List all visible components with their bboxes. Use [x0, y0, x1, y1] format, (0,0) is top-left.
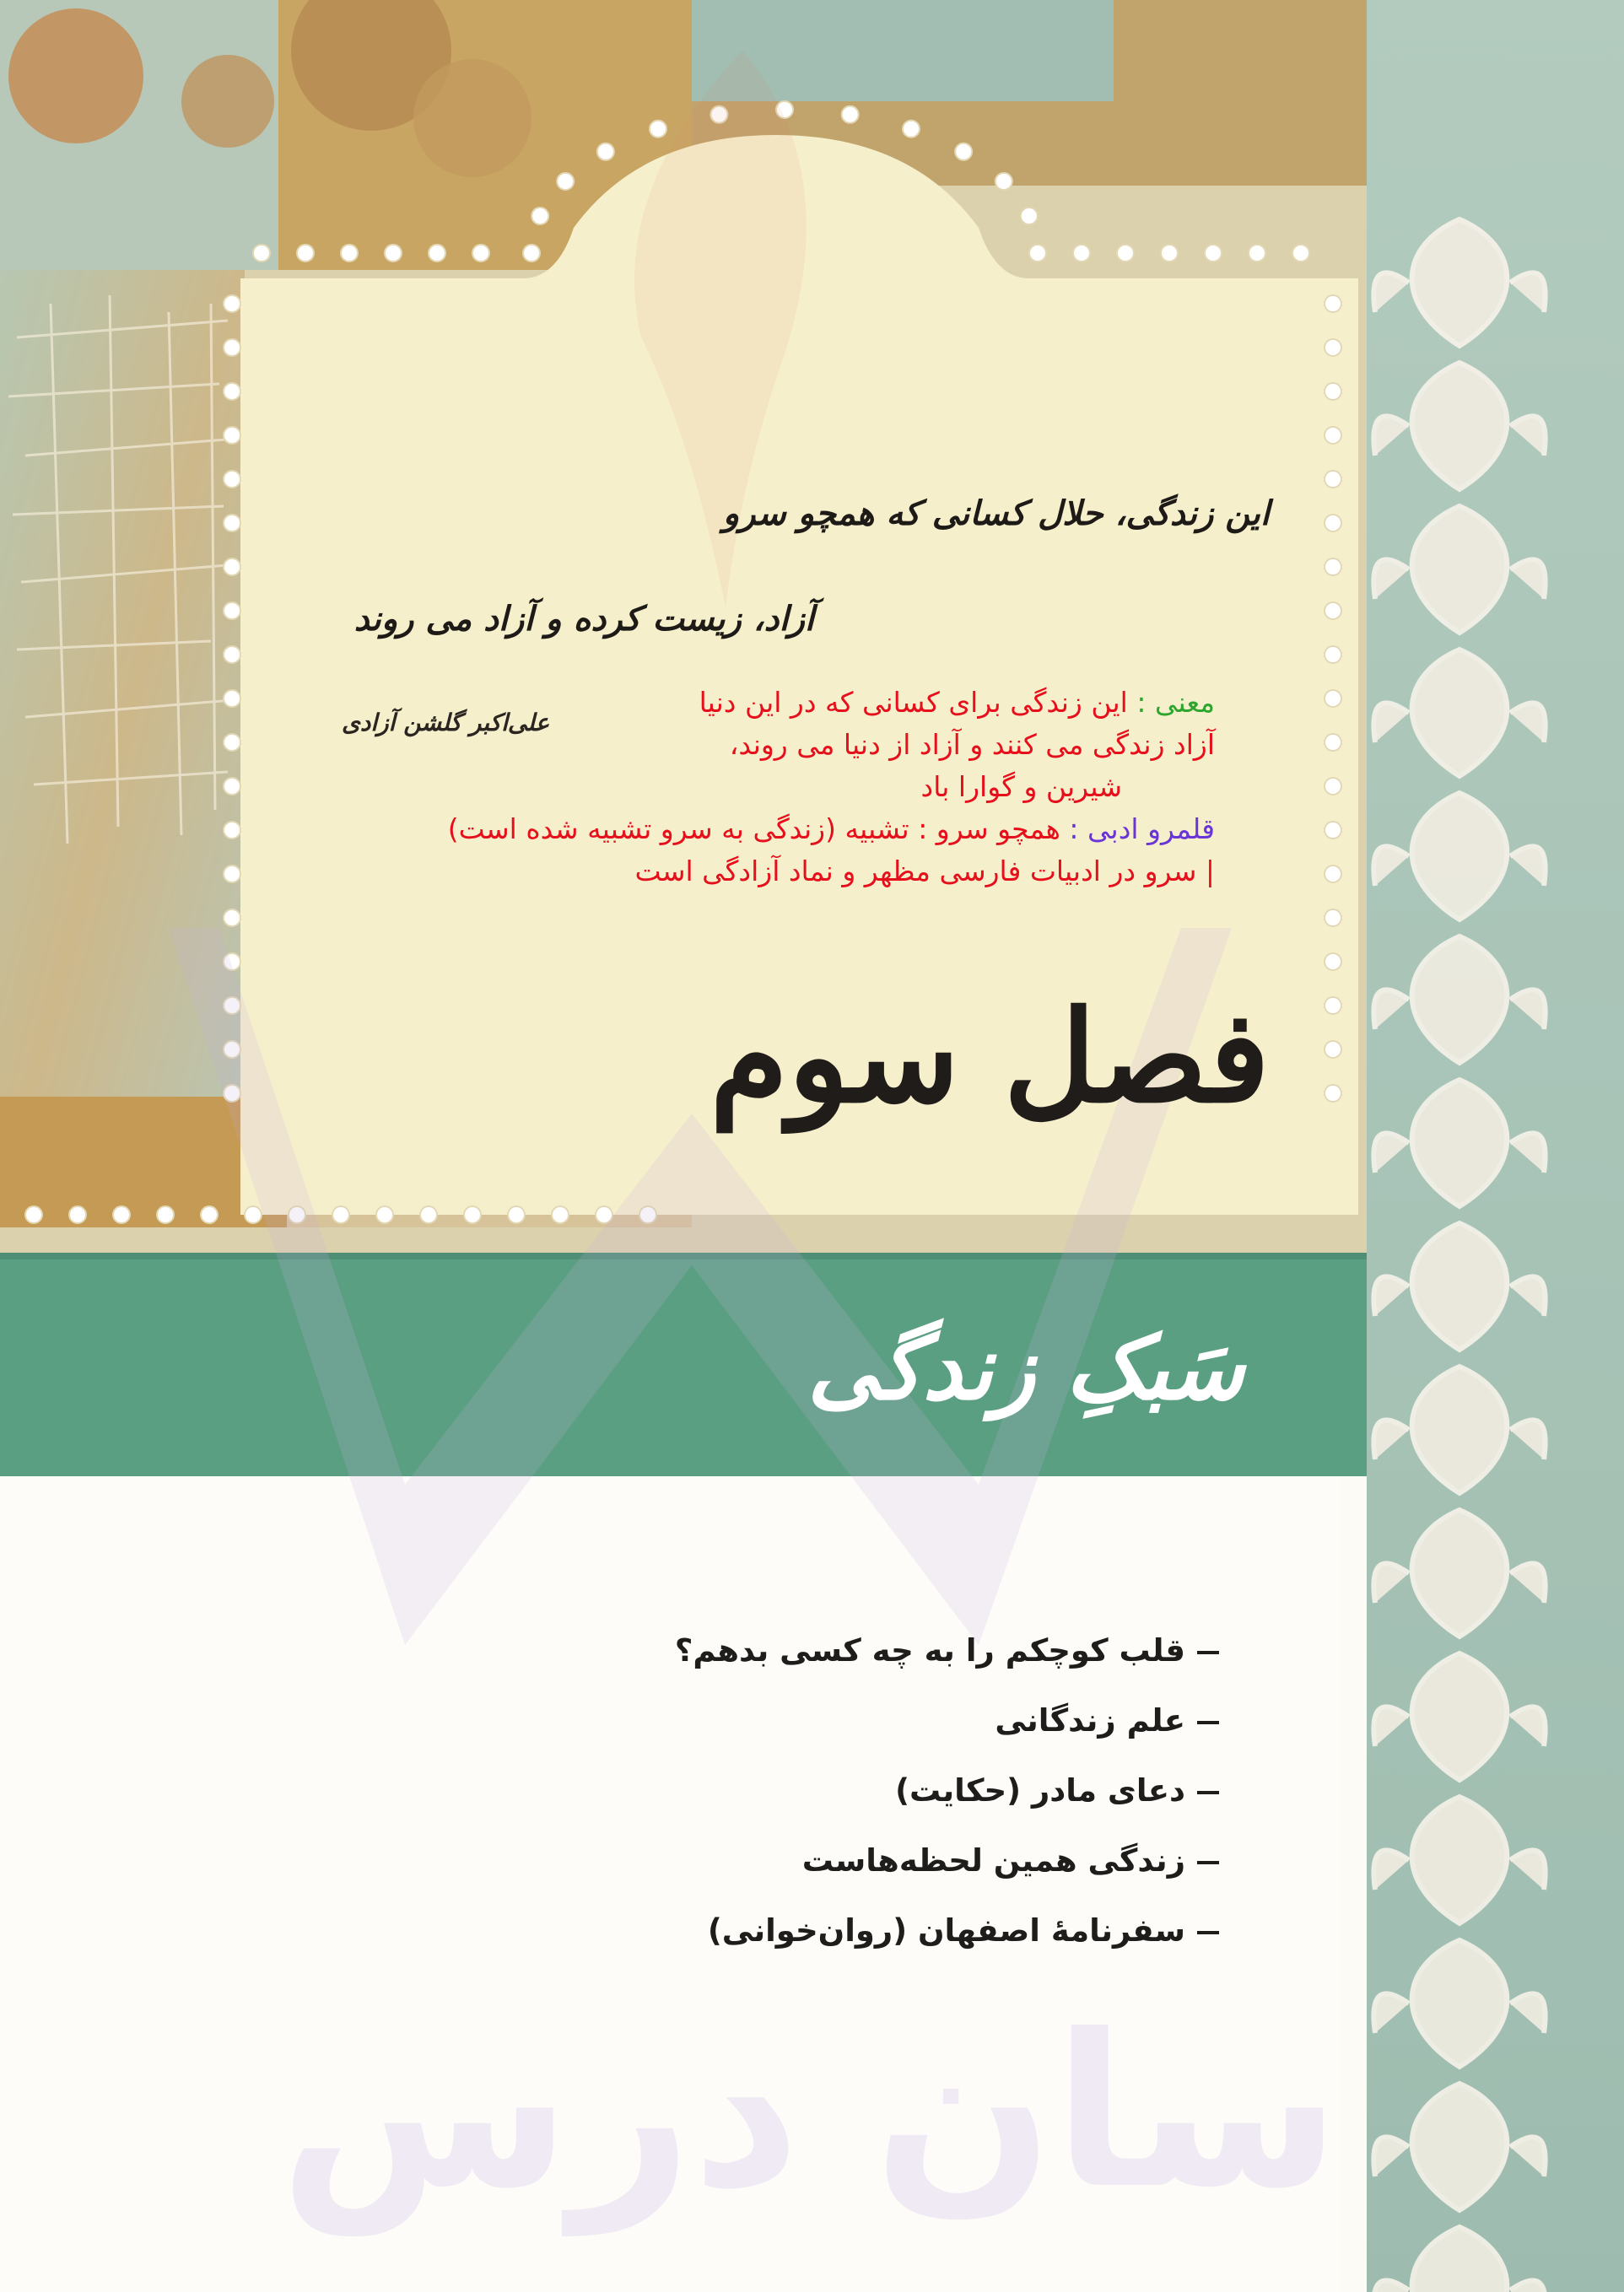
frame-dot [1325, 909, 1341, 926]
frame-dot [1325, 1041, 1341, 1058]
chapter-title: فصل سوم [709, 983, 1270, 1131]
frame-dot [69, 1206, 86, 1223]
frame-dot [224, 471, 240, 488]
frame-dot [332, 1206, 349, 1223]
frame-dot [1325, 295, 1341, 312]
meaning-line-3: شیرین و گوارا باد [920, 770, 1122, 803]
frame-dot [597, 143, 614, 160]
lesson-label: دعای مادر (حکایت) [895, 1772, 1185, 1809]
frame-dot [224, 909, 240, 926]
meaning-line-2: آزاد زندگی می کنند و آزاد از دنیا می روند، [729, 728, 1215, 761]
frame-dot [1325, 558, 1341, 575]
frame-dot [224, 339, 240, 356]
frame-dot [1325, 822, 1341, 839]
frame-dot [1325, 690, 1341, 707]
literary-line-2: | سرو در ادبیات فارسی مظهر و نماد آزادگی است [634, 855, 1215, 887]
frame-dot [1325, 734, 1341, 751]
chapter-subtitle: سَبکِ زندگی [807, 1316, 1244, 1420]
frame-dot [1029, 245, 1046, 262]
watermark-text: سان درس [279, 1989, 1341, 2235]
lesson-label: زندگی همین لحظه‌هاست [801, 1842, 1185, 1879]
frame-dot [224, 822, 240, 839]
frame-dot [1325, 602, 1341, 619]
frame-dot [224, 295, 240, 312]
verse-line-2: آزاد، زیست کرده و آزاد می روند [353, 599, 814, 639]
dash-icon [1197, 1791, 1219, 1794]
frame-dot [955, 143, 972, 160]
meaning-line-1: این زندگی برای کسانی که در این دنیا [699, 686, 1128, 719]
frame-dot [472, 245, 489, 262]
frame-dot [224, 734, 240, 751]
frame-dot [224, 383, 240, 400]
frame-dot [531, 208, 548, 224]
lesson-label: سفرنامهٔ اصفهان (روان‌خوانی) [707, 1912, 1185, 1949]
lesson-item-3[interactable] [544, 1772, 1219, 1842]
frame-dot [224, 646, 240, 663]
frame-dot [429, 245, 445, 262]
literary-label: قلمرو ادبی : [1069, 812, 1215, 845]
frame-dot [1292, 245, 1309, 262]
lesson-list [544, 1632, 1219, 1982]
frame-dot [464, 1206, 481, 1223]
frame-dot [1325, 427, 1341, 444]
frame-dot [253, 245, 270, 262]
dash-icon [1197, 1651, 1219, 1654]
lesson-item-5[interactable] [544, 1912, 1219, 1982]
frame-dot [842, 106, 859, 123]
frame-dot [508, 1206, 525, 1223]
frame-dot [1325, 778, 1341, 795]
frame-dot [1325, 953, 1341, 970]
frame-dot [420, 1206, 437, 1223]
frame-dot [113, 1206, 130, 1223]
lesson-item-4[interactable] [544, 1842, 1219, 1912]
frame-dot [224, 427, 240, 444]
literary-line-1: همچو سرو : تشبیه (زندگی به سرو تشبیه شده است) [447, 812, 1060, 845]
frame-dot [224, 602, 240, 619]
frame-dot [25, 1206, 42, 1223]
frame-dot [557, 173, 574, 190]
meaning-label: معنی : [1136, 686, 1215, 719]
frame-dot [552, 1206, 569, 1223]
frame-dot [376, 1206, 393, 1223]
dash-icon [1197, 1861, 1219, 1864]
frame-dot [1073, 245, 1090, 262]
frame-dot [297, 245, 314, 262]
frame-dot [1325, 997, 1341, 1014]
frame-dot [224, 866, 240, 882]
frame-dot [157, 1206, 174, 1223]
lesson-label: علم زندگانی [995, 1702, 1185, 1739]
frame-dot [523, 245, 540, 262]
frame-dot [224, 515, 240, 531]
frame-dot [224, 558, 240, 575]
frame-dot [1325, 515, 1341, 531]
meaning-block [447, 682, 1215, 893]
frame-dot [1021, 208, 1038, 224]
frame-dot [224, 778, 240, 795]
dash-icon [1197, 1721, 1219, 1724]
frame-dot [1325, 1085, 1341, 1102]
lesson-label: قلب کوچکم را به چه کسی بدهم؟ [674, 1632, 1185, 1669]
frame-dot [1325, 866, 1341, 882]
frame-dot [1117, 245, 1134, 262]
frame-dot [1325, 646, 1341, 663]
frame-dot [1205, 245, 1222, 262]
frame-dot [341, 245, 358, 262]
frame-dot [903, 121, 920, 138]
frame-dot [245, 1206, 262, 1223]
frame-dot [1325, 383, 1341, 400]
poet-name: علی‌اکبر گلشن آزادی [342, 709, 550, 736]
frame-dot [385, 245, 402, 262]
dash-icon [1197, 1931, 1219, 1934]
lesson-item-2[interactable] [544, 1702, 1219, 1772]
frame-dot [1325, 471, 1341, 488]
frame-dot [650, 121, 666, 138]
frame-dot [995, 173, 1012, 190]
frame-dot [201, 1206, 218, 1223]
frame-dot [1161, 245, 1178, 262]
lesson-item-1[interactable] [544, 1632, 1219, 1702]
frame-dot [1249, 245, 1265, 262]
frame-dot [224, 690, 240, 707]
verse-line-1: این زندگی، حلال کسانی که همچو سرو [722, 493, 1270, 533]
frame-dot [1325, 339, 1341, 356]
